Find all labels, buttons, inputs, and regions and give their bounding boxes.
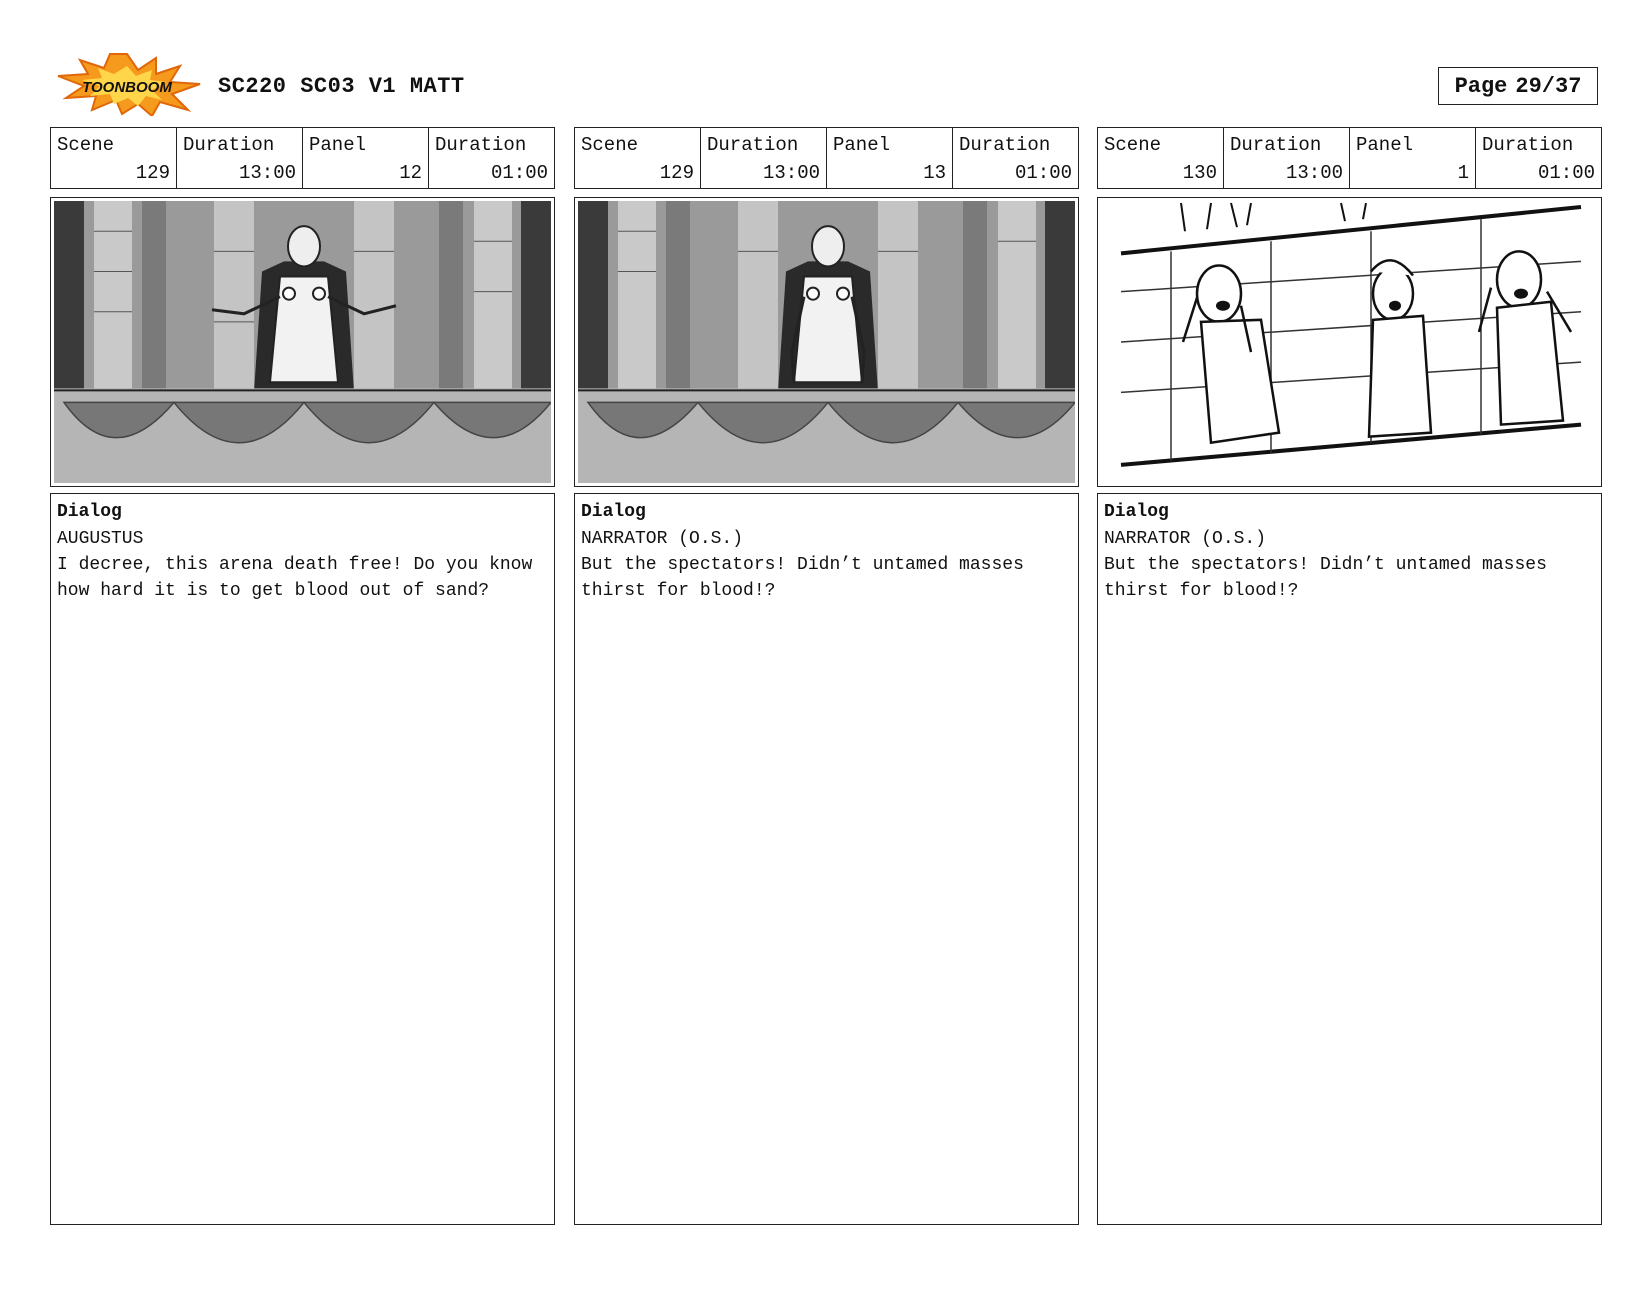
panel-duration-cell: [1476, 128, 1601, 188]
scene-label: Scene: [1104, 134, 1162, 156]
dialog-line: I decree, this arena death free! Do you know how hard it is to get blood out of sand?: [57, 555, 544, 601]
dialog-box: [1097, 493, 1602, 1225]
dialog-line: But the spectators! Didn’t untamed masses thirst for blood!?: [1104, 555, 1558, 601]
panel-drawing: [50, 197, 555, 487]
scene-label: Scene: [57, 134, 115, 156]
duration-label: Duration: [707, 134, 799, 156]
dialog-label: Dialog: [581, 502, 646, 522]
panel-info-bar: [574, 127, 1079, 189]
dialog-label: Dialog: [57, 502, 122, 522]
scene-duration: 13:00: [238, 162, 296, 184]
panel-duration: 01:00: [1537, 162, 1595, 184]
scene-cell: [575, 128, 701, 188]
document-title: SC220 SC03 V1 MATT: [218, 74, 465, 99]
scene-duration: 13:00: [1285, 162, 1343, 184]
dialog-box: [50, 493, 555, 1225]
panel-label: Panel: [1356, 134, 1414, 156]
panel-info-bar: [1097, 127, 1602, 189]
scene-duration-cell: [1224, 128, 1350, 188]
scene-cell: [51, 128, 177, 188]
scene-duration-cell: [701, 128, 827, 188]
dialog-speaker: NARRATOR (O.S.): [581, 529, 744, 549]
dialog-box: [574, 493, 1079, 1225]
dialog-line: But the spectators! Didn’t untamed masses thirst for blood!?: [581, 555, 1035, 601]
dialog-speaker: AUGUSTUS: [57, 529, 144, 549]
panel-cell: [827, 128, 953, 188]
panel-duration: 01:00: [1014, 162, 1072, 184]
duration-label: Duration: [959, 134, 1051, 156]
panel-cell: [303, 128, 429, 188]
panel-cell: [1350, 128, 1476, 188]
panel-number: 1: [1457, 162, 1469, 184]
page-indicator: [1438, 67, 1598, 105]
duration-label: Duration: [1482, 134, 1574, 156]
scene-duration-cell: [177, 128, 303, 188]
augustus-gesturing-sketch: [54, 201, 551, 483]
storyboard-panel-2: [574, 127, 1079, 1225]
duration-label: Duration: [435, 134, 527, 156]
logo-wordmark: TOONBOOM: [82, 79, 172, 96]
panel-info-bar: [50, 127, 555, 189]
panel-duration-cell: [953, 128, 1078, 188]
panel-duration: 01:00: [490, 162, 548, 184]
scene-number: 129: [135, 162, 170, 184]
augustus-standing-sketch: [578, 201, 1075, 483]
page-number: 29/37: [1515, 73, 1582, 99]
panel-label: Panel: [833, 134, 891, 156]
dialog-label: Dialog: [1104, 502, 1169, 522]
toonboom-logo: [52, 52, 202, 116]
panel-label: Panel: [309, 134, 367, 156]
scene-number: 130: [1182, 162, 1217, 184]
panel-number: 13: [923, 162, 946, 184]
scene-number: 129: [659, 162, 694, 184]
panel-number: 12: [399, 162, 422, 184]
storyboard-panel-3: [1097, 127, 1602, 1225]
shouting-spectators-sketch: [1101, 201, 1598, 483]
panel-drawing: [574, 197, 1079, 487]
storyboard-panel-1: [50, 127, 555, 1225]
panel-drawing: [1097, 197, 1602, 487]
scene-duration: 13:00: [762, 162, 820, 184]
panel-duration-cell: [429, 128, 554, 188]
scene-label: Scene: [581, 134, 639, 156]
dialog-speaker: NARRATOR (O.S.): [1104, 529, 1267, 549]
scene-cell: [1098, 128, 1224, 188]
page-label: Page: [1454, 73, 1508, 99]
duration-label: Duration: [183, 134, 275, 156]
duration-label: Duration: [1230, 134, 1322, 156]
